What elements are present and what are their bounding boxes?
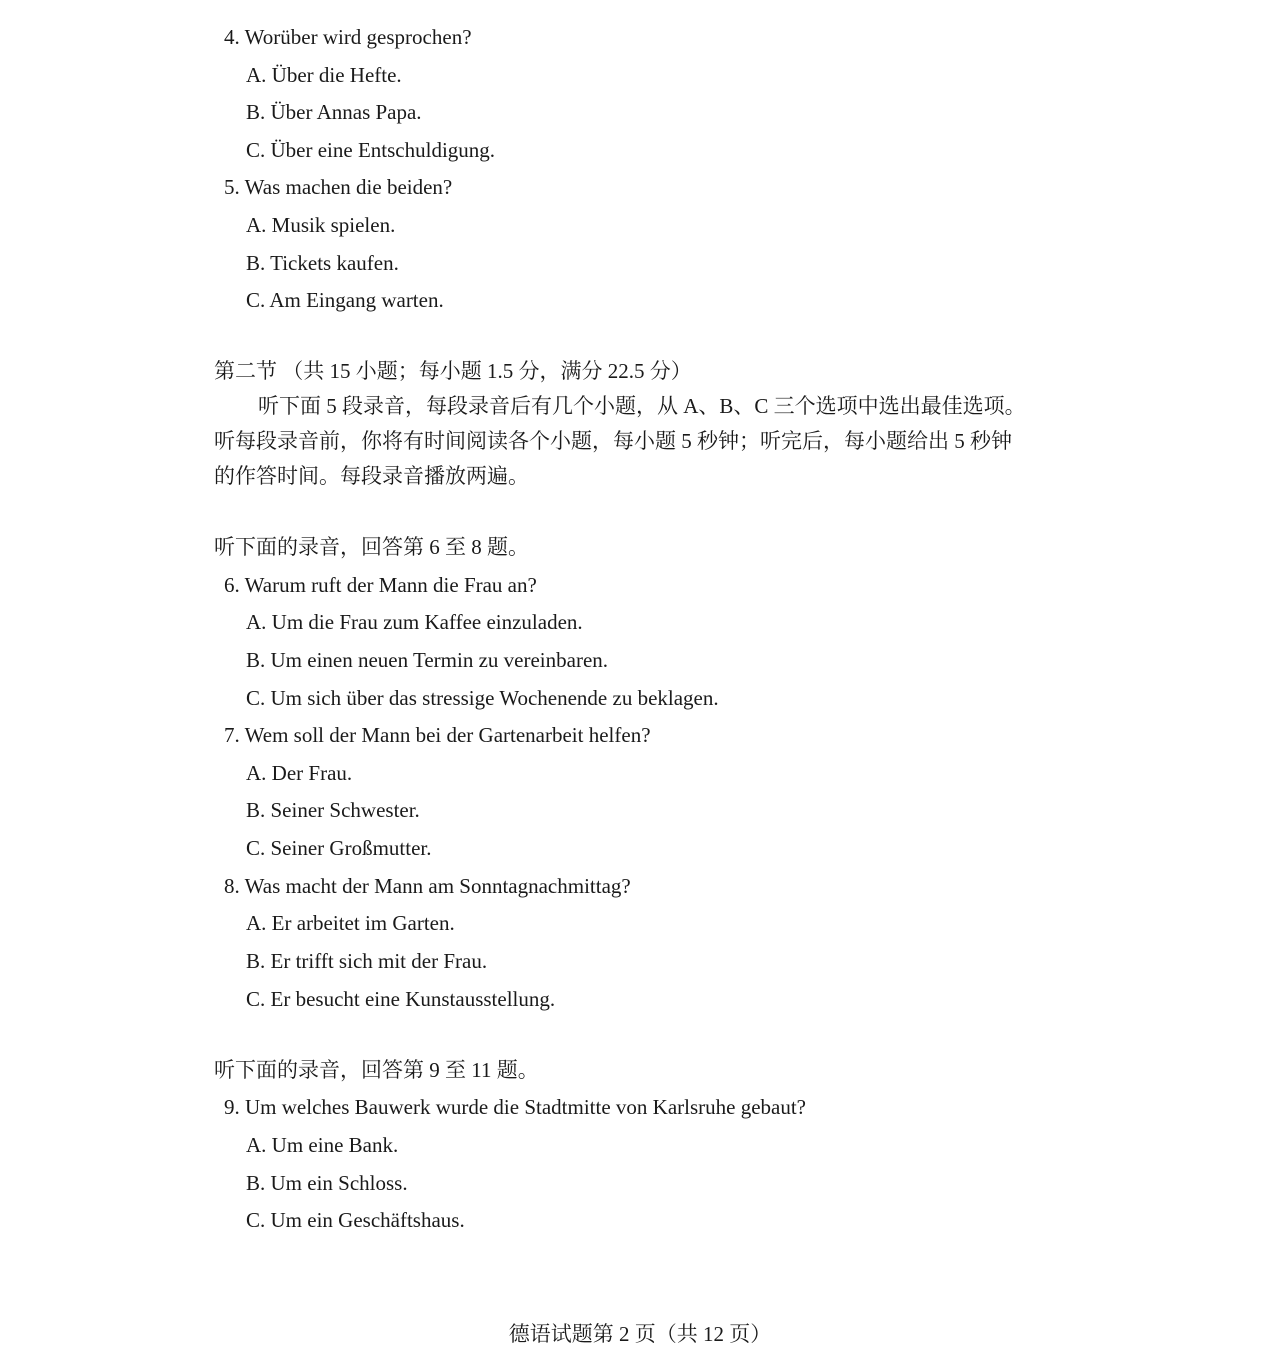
question-6-option-b: B. Um einen neuen Termin zu vereinbaren.	[246, 648, 609, 672]
question-8-option-b: B. Er trifft sich mit der Frau.	[246, 949, 488, 973]
group-1-intro: 听下面的录音，回答第 6 至 8 题。	[214, 535, 529, 559]
question-7-option-b: B. Seiner Schwester.	[246, 798, 420, 822]
question-9-option-b: B. Um ein Schloss.	[246, 1171, 408, 1195]
question-6-option-a: A. Um die Frau zum Kaffee einzuladen.	[246, 610, 583, 634]
question-4-option-a: A. Über die Hefte.	[246, 63, 402, 87]
question-8-option-a: A. Er arbeitet im Garten.	[246, 911, 455, 935]
section-2-instructions-line-1: 听下面 5 段录音，每段录音后有几个小题，从 A、B、C 三个选项中选出最佳选项。	[258, 394, 1026, 418]
question-8: 8. Was macht der Mann am Sonntagnachmittag?	[224, 874, 631, 898]
group-2-intro: 听下面的录音，回答第 9 至 11 题。	[214, 1058, 539, 1082]
question-7-option-c: C. Seiner Großmutter.	[246, 836, 432, 860]
question-9-option-a: A. Um eine Bank.	[246, 1133, 399, 1157]
question-6-option-c: C. Um sich über das stressige Wochenende zu beklagen.	[246, 686, 719, 710]
question-8-option-c: C. Er besucht eine Kunstausstellung.	[246, 987, 556, 1011]
section-2-heading: 第二节 （共 15 小题；每小题 1.5 分，满分 22.5 分）	[214, 359, 692, 383]
question-4-option-c: C. Über eine Entschuldigung.	[246, 138, 496, 162]
section-2-instructions-line-3: 的作答时间。每段录音播放两遍。	[214, 464, 529, 488]
question-5: 5. Was machen die beiden?	[224, 175, 453, 199]
section-2-instructions-line-2: 听每段录音前，你将有时间阅读各个小题，每小题 5 秒钟；听完后，每小题给出 5 秒钟	[214, 429, 1012, 453]
question-4-option-b: B. Über Annas Papa.	[246, 100, 422, 124]
question-7-option-a: A. Der Frau.	[246, 761, 353, 785]
question-5-option-a: A. Musik spielen.	[246, 213, 396, 237]
question-7: 7. Wem soll der Mann bei der Gartenarbeit helfen?	[224, 723, 651, 747]
question-9: 9. Um welches Bauwerk wurde die Stadtmitte von Karlsruhe gebaut?	[224, 1095, 807, 1119]
question-5-option-c: C. Am Eingang warten.	[246, 288, 444, 312]
question-6: 6. Warum ruft der Mann die Frau an?	[224, 573, 537, 597]
question-4: 4. Worüber wird gesprochen?	[224, 25, 472, 49]
question-5-option-b: B. Tickets kaufen.	[246, 251, 399, 275]
question-9-option-c: C. Um ein Geschäftshaus.	[246, 1208, 465, 1232]
page-footer: 德语试题第 2 页（共 12 页）	[508, 1322, 772, 1346]
